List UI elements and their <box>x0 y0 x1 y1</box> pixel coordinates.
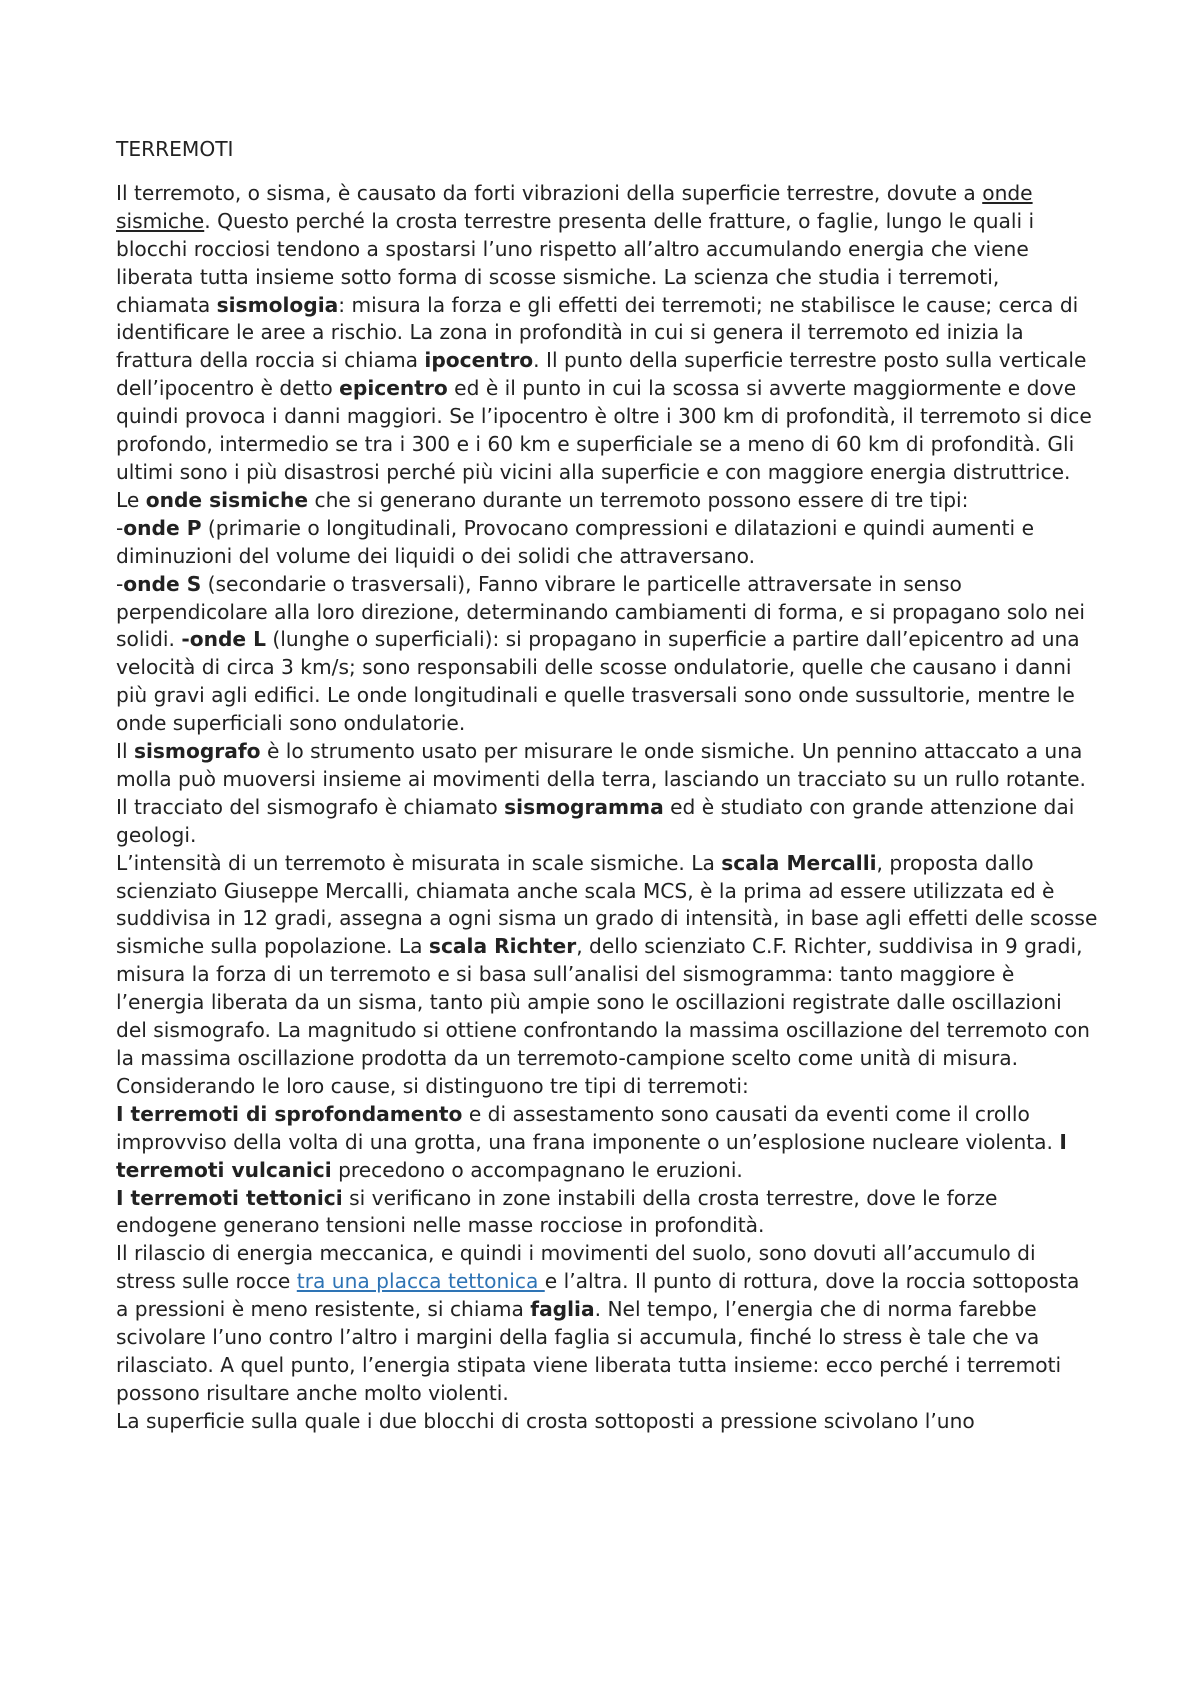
bold-term: -onde L <box>181 627 266 652</box>
text-run: : misura la forza e gli effetti dei terremoti; ne stabilisce le cause; cerca di identificare le aree a rischio. La zona in profondità in cui si genera il terremoto ed inizia la frattura della roccia si chiama <box>116 292 1079 373</box>
text-run: che si generano durante un terremoto possono essere di tre tipi: <box>308 487 969 512</box>
bold-term: onde S <box>123 571 202 596</box>
bold-term: onde sismiche <box>145 487 309 512</box>
text-run: è lo strumento usato per misurare le onde sismiche. Un pennino attaccato a una molla può muoversi insieme ai movimenti della terra, lasciando un tracciato su un rullo rotante. Il tracciato del sismografo è chiamato <box>116 739 1086 819</box>
bold-term: sismogramma <box>504 794 664 819</box>
hyperlink[interactable]: tra una placca tettonica <box>296 1269 545 1294</box>
text-run: Le <box>116 487 146 512</box>
para-tipi-intro <box>116 1073 1098 1101</box>
para-scale <box>116 850 1098 1073</box>
underlined-term: onde sismiche <box>116 180 1033 233</box>
para-onde-p <box>116 515 1098 571</box>
bold-term: onde P <box>123 515 202 540</box>
text-run: - <box>116 571 124 596</box>
para-superficie <box>116 1408 1098 1436</box>
bold-term: sismologia <box>216 292 339 317</box>
document-body <box>116 180 1098 1436</box>
text-run: precedono o accompagnano le eruzioni. <box>331 1157 743 1182</box>
document-page <box>116 136 1098 1436</box>
text-run: ed è studiato con grande attenzione dai geologi. <box>116 794 1075 847</box>
bold-term: scala Richter <box>428 934 577 959</box>
text-run: Considerando le loro cause, si distinguono tre tipi di terremoti: <box>116 1073 749 1098</box>
text-run: (lunghe o superficiali): si propagano in superficie a partire dall’epicentro ad una velocità di circa 3 km/s; sono responsabili delle scosse ondulatorie, quelle che causano i danni più gravi agli edifici. Le onde longitudinali e quelle trasversali sono onde sussultorie, mentre le onde superficiali sono ondulatorie. <box>116 627 1080 736</box>
text-run: Il terremoto, o sisma, è causato da forti vibrazioni della superficie terrestre, dovute a <box>116 180 983 205</box>
bold-term: sismografo <box>133 739 261 764</box>
para-intro <box>116 180 1098 487</box>
text-run: . Questo perché la crosta terrestre presenta delle fratture, o faglie, lungo le quali i blocchi rocciosi tendono a spostarsi l’uno rispetto all’altro accumulando energia che viene liberata tutta insieme sotto forma di scosse sismiche. La scienza che studia i terremoti, chiamata <box>116 208 1035 317</box>
text-run: ed è il punto in cui la scossa si avverte maggiormente e dove quindi provoca i danni maggiori. Se l’ipocentro è oltre i 300 km di profondità, il terremoto si dice profondo, intermedio se tra i 300 e i 60 km e superficiale se a meno di 60 km di profondità. Gli ultimi sono i più disastrosi perché più vicini alla superficie e con maggiore energia distruttrice. <box>116 376 1092 484</box>
text-run: (primarie o longitudinali, Provocano compressioni e dilatazioni e quindi aumenti e diminuzioni del volume dei liquidi o dei solidi che attraversano. <box>116 515 1034 568</box>
bold-term: faglia <box>530 1297 595 1322</box>
text-run: Il rilascio di energia meccanica, e quindi i movimenti del suolo, sono dovuti all’accumulo di stress sulle rocce <box>116 1241 1036 1294</box>
bold-term: I terremoti vulcanici <box>116 1129 1067 1182</box>
text-run: L’intensità di un terremoto è misurata in scale sismiche. La <box>116 850 722 875</box>
text-run: . Il punto della superficie terrestre posto sulla verticale dell’ipocentro è detto <box>116 348 1087 401</box>
text-run: . Nel tempo, l’energia che di norma farebbe scivolare l’uno contro l’altro i margini della faglia si accumula, finché lo stress è tale che va rilasciato. A quel punto, l’energia stipata viene liberata tutta insieme: ecco perché i terremoti possono risultare anche molto violenti. <box>116 1297 1062 1405</box>
para-onde-s <box>116 571 1098 738</box>
bold-term: I terremoti tettonici <box>116 1185 343 1210</box>
text-run: si verificano in zone instabili della crosta terrestre, dove le forze endogene generano tensioni nelle masse rocciose in profondità. <box>116 1185 998 1238</box>
text-run: Il <box>116 739 134 764</box>
text-run: - <box>116 515 124 540</box>
bold-term: epicentro <box>339 376 448 401</box>
bold-term: ipocentro <box>424 348 534 373</box>
para-sismografo <box>116 738 1098 850</box>
bold-term: scala Mercalli <box>721 850 877 875</box>
para-sprofondamento <box>116 1101 1098 1185</box>
bold-term: I terremoti di sprofondamento <box>116 1101 463 1126</box>
text-run: , proposta dallo scienziato Giuseppe Mercalli, chiamata anche scala MCS, è la prima ad essere utilizzata ed è suddivisa in 12 gradi, assegna a ogni sisma un grado di intensità, in base agli effetti delle scosse sismiche sulla popolazione. La <box>116 850 1098 959</box>
para-rilascio <box>116 1240 1098 1407</box>
para-onde-intro <box>116 487 1098 515</box>
text-run: e di assestamento sono causati da eventi come il crollo improvviso della volta di una grotta, una frana imponente o un’esplosione nucleare violenta. <box>116 1101 1060 1154</box>
text-run: La superficie sulla quale i due blocchi di crosta sottoposti a pressione scivolano l’uno <box>116 1408 975 1433</box>
para-tettonici <box>116 1185 1098 1241</box>
text-run: , dello scienziato C.F. Richter, suddivisa in 9 gradi, misura la forza di un terremoto e si basa sull’analisi del sismogramma: tanto maggiore è l’energia liberata da un sisma, tanto più ampie sono le oscillazioni registrate dalle oscillazioni del sismografo. La magnitudo si ottiene confrontando la massima oscillazione del terremoto con la massima oscillazione prodotta da un terremoto-campione scelto come unità di misura. <box>116 934 1090 1070</box>
text-run: (secondarie o trasversali), Fanno vibrare le particelle attraversate in senso perpendicolare alla loro direzione, determinando cambiamenti di forma, e si propagano solo nei solidi. <box>116 571 1085 652</box>
text-run: e l’altra. Il punto di rottura, dove la roccia sottoposta a pressioni è meno resistente, si chiama <box>116 1269 1080 1322</box>
document-title: TERREMOTI <box>116 137 234 161</box>
